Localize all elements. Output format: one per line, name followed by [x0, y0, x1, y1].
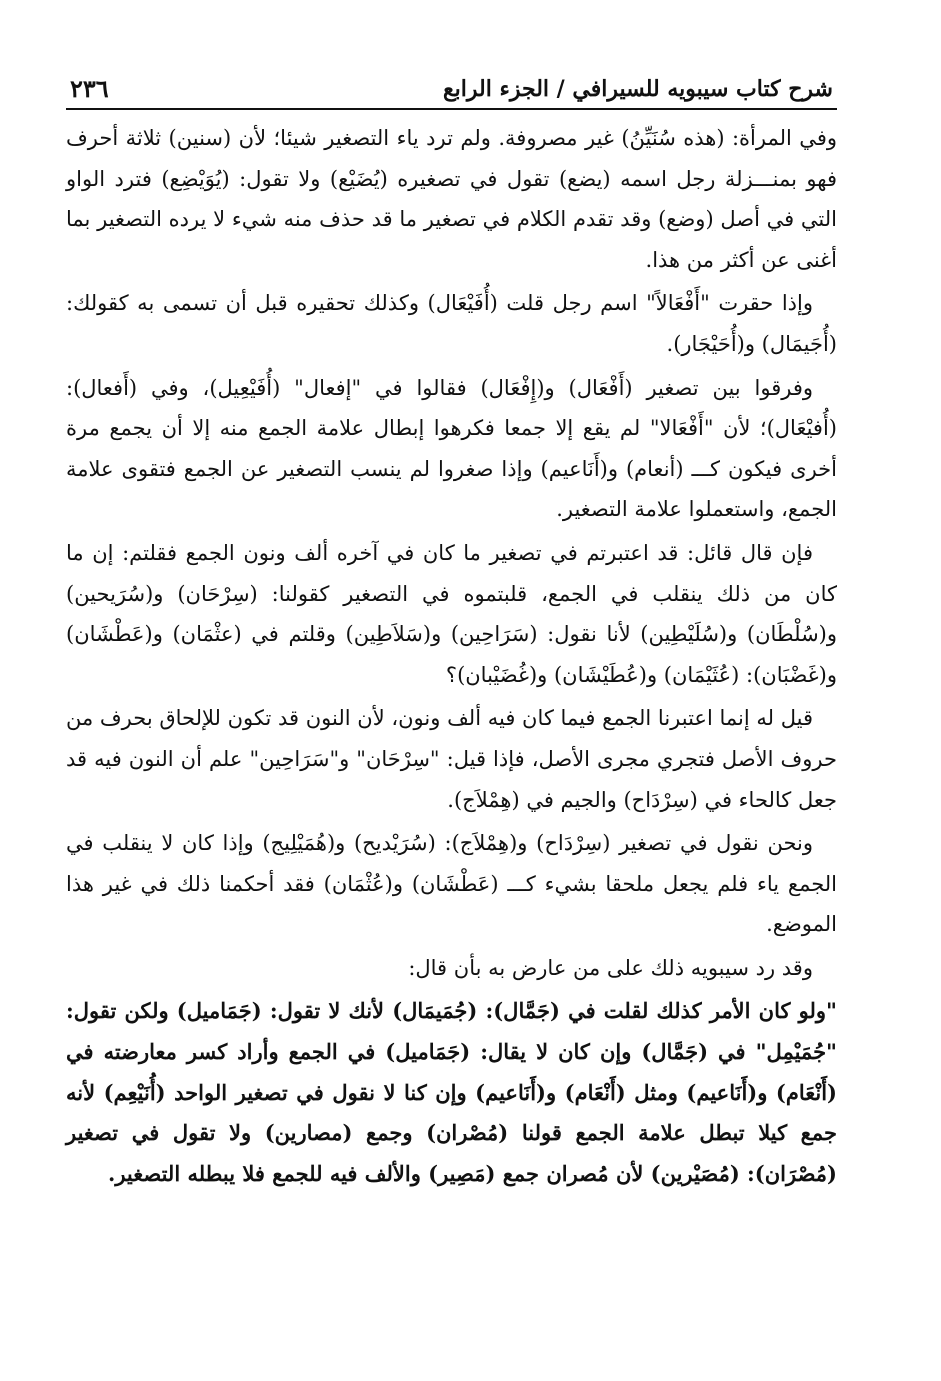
- body-text: [66, 118, 837, 1194]
- quoted-paragraph: "ولو كان الأمر كذلك لقلت في (جَمَّال): (جُمَيمَال) لأنك لا تقول: (جَمَاميل) ولكن تقول: "جُمَيْمِل" في (جَمَّال) وإن كان لا يقال: (جَمَاميل) في الجمع وأراد كسر معارضته في (أَنْعَام) و(أَنَاعيم) ومثل (أَنْعَام) و(أَنَاعيم) وإن كنا لا نقول في تصغير الواحد (أُنَيْعِم) لأنه جمع كيلا تبطل علامة الجمع قولنا (مُصْران) وجمع (مصارين) ولا تقول في تصغير (مُصْرَان): (مُصَيْرين) لأن مُصران جمع (مَصِير) والألف فيه للجمع فلا يبطله التصغير.: [66, 998, 837, 1186]
- paragraph: فإن قال قائل: قد اعتبرتم في تصغير ما كان في آخره ألف ونون الجمع فقلتم: إن ما كان من ذلك ينقلب في الجمع، قلبتموه في التصغير كقولنا: (سِرْحَان) و(سُرَيحين) و(سُلْطَان) و(سُلَيْطِين) لأنا نقول: (سَرَاحِين) و(سَلاَطِين) وقلتم في (عثْمَان) و(عَطْشَان) و(غَضْبَان): (عُثَيْمَان) و(عُطَيْشَان) و(غُضَيْبان)؟: [66, 540, 837, 687]
- running-header: [66, 62, 837, 106]
- header-rule: [66, 108, 837, 110]
- paragraph: وفي المرأة: (هذه سُنَيِّنُ) غير مصروفة. ولم ترد ياء التصغير شيئا؛ لأن (سنين) ثلاثة أحرف فهو بمنـــزلة رجل اسمه (يضع) تقول في تصغيره (يُضَيْع) ولا تقول: (يُوَيْضِع) فترد الواو التي في أصل (وضع) وقد تقدم الكلام في تصغير ما قد حذف منه شيء لا يرده التصغير بما أغنى عن أكثر من هذا.: [66, 126, 837, 272]
- paragraph: ونحن نقول في تصغير (سِرْدَاح) و(هِمْلاَج): (سُرَيْديح) و(هُمَيْلِيج) وإذا كان لا ينقلب في الجمع ياء فلم يجعل ملحقا بشيء كـــ (عَطْشَان) و(عُثْمَان) فقد أحكمنا ذلك في غير هذا الموضع.: [66, 831, 837, 937]
- paragraph: وإذا حقرت "أَفْعَالاً" اسم رجل قلت (أُفَيْعَال) وكذلك تحقيره قبل أن تسمى به كقولك: (أُجَيمَال) و(أُحَيْجَار).: [66, 291, 837, 356]
- paragraph: وفرقوا بين تصغير (أَفْعَال) و(إِفْعَال) فقالوا في "إفعال" (أُفَيْعِيل)، وفي (أَفعال): (أُفيْعَال)؛ لأن "أَفْعَالا" لم يقع إلا جمعا فكرهوا إبطال علامة الجمع منه إلا أن يجمع مرة أخرى فيكون كـــ (أنعام) و(أَنَاعيم) وإذا صغروا لم ينسب التصغير عن الجمع فتقوى علامة الجمع، واستعملوا علامة التصغير.: [66, 375, 837, 522]
- running-title: شرح كتاب سيبويه للسيرافي / الجزء الرابع: [442, 76, 833, 102]
- paragraph: قيل له إنما اعتبرنا الجمع فيما كان فيه ألف ونون، لأن النون قد تكون للإلحاق بحرف من حروف الأصل فتجري مجرى الأصل، فإذا قيل: "سِرْحَان" و"سَرَاحِين" علم أن النون فيه قد جعل كالحاء في (سِرْدَاح) والجيم في (هِمْلاَج).: [66, 706, 837, 812]
- page-number: ٢٣٦: [70, 74, 109, 103]
- paragraph: وقد رد سيبويه ذلك على من عارض به بأن قال:: [408, 955, 813, 980]
